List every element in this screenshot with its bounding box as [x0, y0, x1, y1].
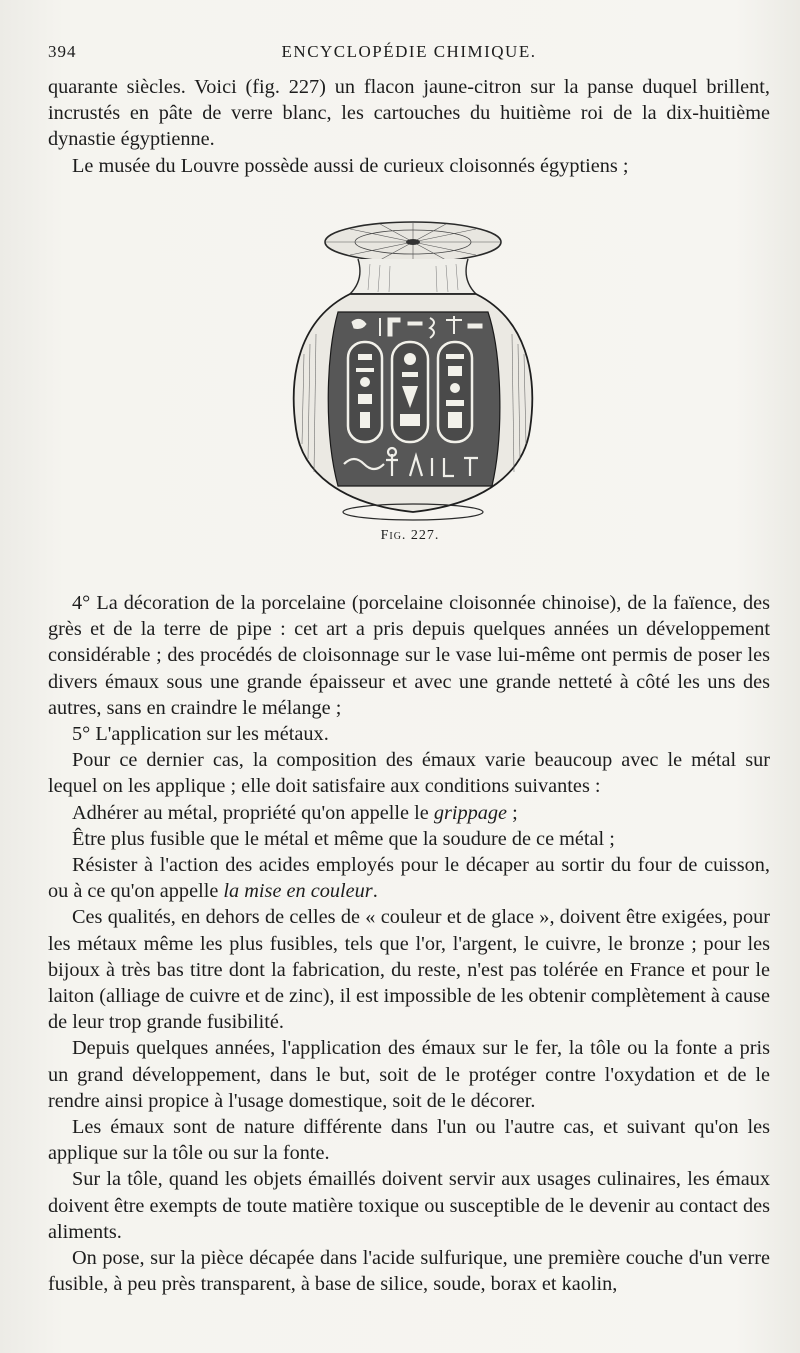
paragraph: 4° La décoration de la porcelaine (porcelaine cloisonnée chinoise), de la faïence, des grès et de la terre de pipe : cet art a pris depuis quelques années un développement considérable ; des procédés de cloisonnage sur le vase lui-même ont permis de poser les divers émaux sous une grande épaisseur et avec une grande netteté à côté les uns des autres, sans en craindre le mélange ;: [48, 592, 770, 719]
text-run: Résister à l'action des acides employés pour le décaper au sortir du four de cuisson, ou à ce qu'on appelle: [48, 854, 770, 903]
paragraph: Les émaux sont de nature différente dans l'un ou l'autre cas, et suivant qu'on les applique sur la tôle ou sur la fonte.: [48, 1116, 770, 1165]
paragraph: Depuis quelques années, l'application des émaux sur le fer, la tôle ou la fonte a pris un grand développement, dans le but, soit de le protéger contre l'oxydation et de le rendre ainsi propice à l'usage domestique, soit de le décorer.: [48, 1037, 770, 1112]
figure-227: [280, 214, 550, 529]
paragraph: Sur la tôle, quand les objets émaillés doivent servir aux usages culinaires, les émaux doivent être exempts de toute matière toxique ou susceptible de le devenir au contact des aliments.: [48, 1168, 770, 1243]
paragraph: quarante siècles. Voici (fig. 227) un flacon jaune-citron sur la panse duquel brillent, incrustés en pâte de verre blanc, les cartouches du huitième roi de la dix-huitième dynastie égyptienne.: [48, 76, 770, 151]
italic-term: la mise en couleur: [223, 880, 373, 903]
figure-caption: Fig. 227.: [380, 528, 440, 543]
text-run: .: [372, 880, 378, 903]
running-title: ENCYCLOPÉDIE CHIMIQUE.: [281, 42, 537, 61]
body-text: [48, 590, 770, 1297]
page-header: [48, 42, 770, 68]
paragraph: Ces qualités, en dehors de celles de « couleur et de glace », doivent être exigées, pour les métaux même les plus fusibles, tels que l'or, l'argent, le cuivre, le bronze ; pour les bijoux à très bas titre dont la fabrication, du reste, n'est pas tolérée en France et pour le laiton (alliage de cuivre et de zinc), il est impossible de les obtenir complètement à cause de leur trop grande fusibilité.: [48, 906, 770, 1034]
paragraph: [48, 852, 770, 904]
italic-term: grippage: [433, 801, 508, 824]
text-run: ;: [507, 801, 518, 824]
egyptian-flask-illustration: [280, 214, 550, 529]
paragraph: On pose, sur la pièce décapée dans l'acide sulfurique, une première couche d'un verre fusible, à peu près transparent, à base de silice, soude, borax et kaolin,: [48, 1247, 770, 1296]
paragraph: 5° L'application sur les métaux.: [72, 723, 329, 746]
text-run: Adhérer au métal, propriété qu'on appelle le: [72, 801, 434, 824]
page-number: 394: [48, 42, 77, 61]
paragraph: Pour ce dernier cas, la composition des émaux varie beaucoup avec le métal sur lequel on les applique ; elle doit satisfaire aux conditions suivantes :: [48, 749, 770, 798]
paragraph: [48, 800, 770, 826]
paragraph: Le musée du Louvre possède aussi de curieux cloisonnés égyptiens ;: [72, 154, 629, 177]
paragraph: Être plus fusible que le métal et même que la soudure de ce métal ;: [72, 827, 615, 850]
intro-text: [48, 74, 770, 179]
